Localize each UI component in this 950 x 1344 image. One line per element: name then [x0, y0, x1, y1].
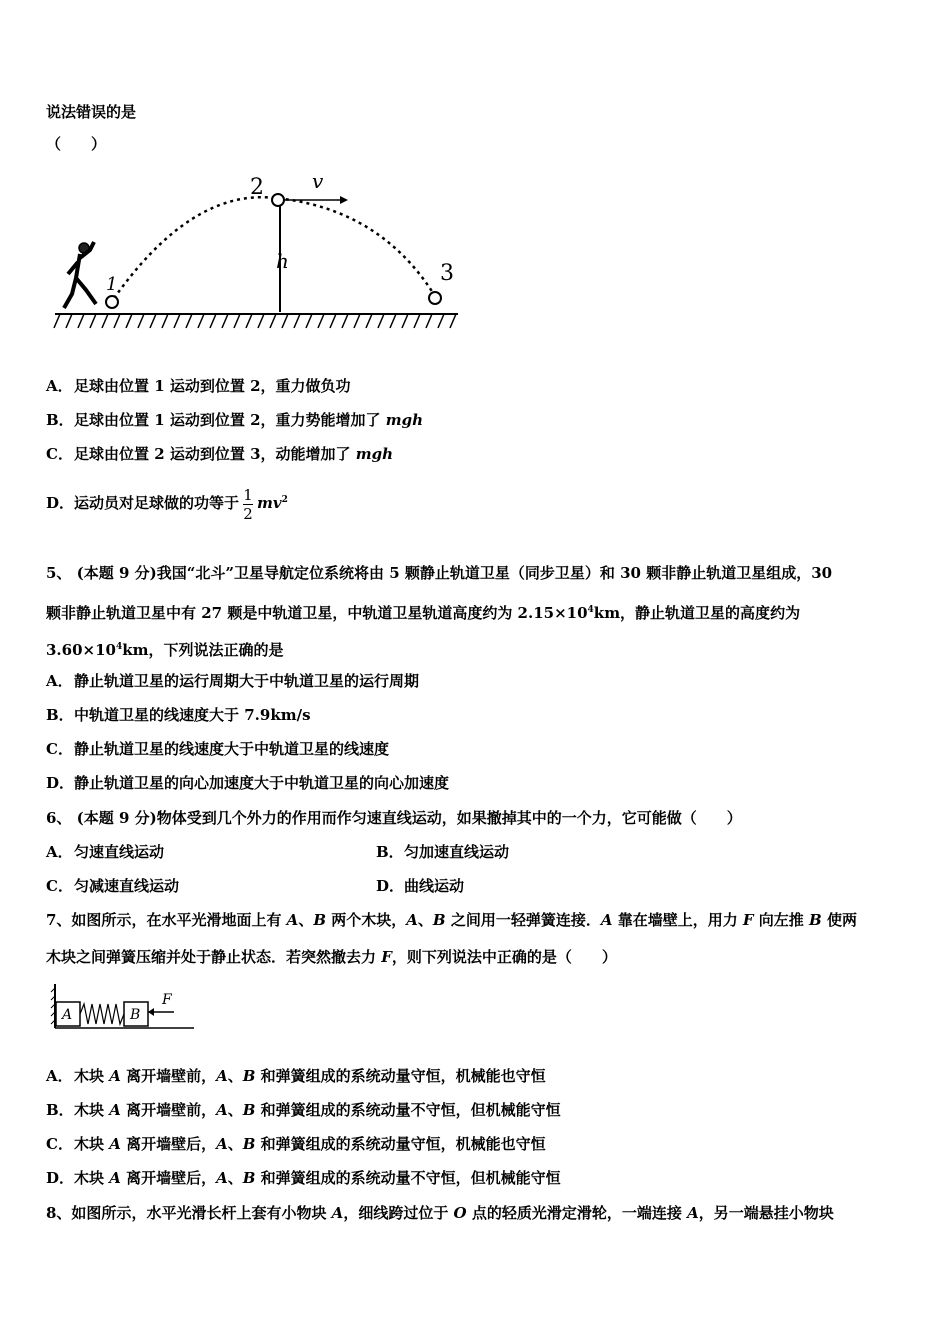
q5-line2-part1: 颗非静止轨道卫星中有 27 颗是中轨道卫星，中轨道卫星轨道高度约为 2.15×10 — [46, 604, 588, 622]
force-arrow-head — [148, 1008, 154, 1016]
text: 、 — [417, 911, 433, 929]
ball-position-2 — [272, 194, 284, 206]
text: ，则下列说法中正确的是（ ） — [391, 948, 617, 966]
option-label: A． — [46, 843, 73, 861]
option-label: D． — [46, 774, 75, 792]
projectile-figure — [50, 168, 465, 338]
q4-option-b — [46, 410, 423, 430]
q5-line2-exponent: 4 — [587, 605, 594, 615]
option-variable: mgh — [385, 411, 424, 429]
q8-stem — [46, 1203, 834, 1223]
force-label: F — [162, 992, 172, 1008]
option-text: 曲线运动 — [404, 877, 465, 895]
q5-stem-line2 — [46, 600, 800, 623]
text: 靠在墙壁上，用力 — [612, 911, 743, 929]
label-position-1: 1 — [106, 274, 118, 295]
text: 离开墙壁后， — [120, 1135, 217, 1153]
q4-option-d — [46, 482, 288, 523]
block-b-label: B — [130, 1007, 141, 1023]
var: B — [432, 911, 446, 929]
text: 两个木块， — [326, 911, 407, 929]
spring — [80, 1004, 124, 1024]
q7-option-d — [46, 1168, 561, 1188]
label-position-2: 2 — [250, 175, 264, 200]
q6-option-b — [376, 842, 509, 862]
option-label: B． — [46, 411, 74, 429]
text: 木块 — [74, 1067, 110, 1085]
option-variable: mv — [257, 494, 282, 512]
text: 之间用一轻弹簧连接． — [445, 911, 601, 929]
q5-option-c — [46, 739, 389, 759]
option-label: B． — [46, 706, 74, 724]
fraction-half — [243, 486, 253, 523]
var: A — [687, 1204, 699, 1222]
text: 8、如图所示，水平光滑长杆上套有小物块 — [46, 1204, 332, 1222]
text: 离开墙壁前， — [120, 1067, 217, 1085]
option-label: A． — [46, 377, 73, 395]
text: 和弹簧组成的系统动量守恒，机械能也守恒 — [255, 1135, 546, 1153]
q7-option-c — [46, 1134, 546, 1154]
var: A — [216, 1169, 228, 1187]
text: 、 — [227, 1169, 243, 1187]
option-label: C． — [46, 445, 73, 463]
text: 离开墙壁前， — [120, 1101, 217, 1119]
var: A — [216, 1067, 228, 1085]
option-text: 静止轨道卫星的向心加速度大于中轨道卫星的向心加速度 — [74, 774, 450, 792]
q6-option-d — [376, 876, 464, 896]
option-text: 静止轨道卫星的线速度大于中轨道卫星的线速度 — [74, 740, 390, 758]
q5-option-d — [46, 773, 449, 793]
var: A — [216, 1135, 228, 1153]
ball-position-1 — [106, 296, 118, 308]
player-figure — [64, 242, 96, 308]
var: B — [242, 1169, 256, 1187]
text: 离开墙壁后， — [120, 1169, 217, 1187]
text: 和弹簧组成的系统动量不守恒，但机械能守恒 — [255, 1169, 561, 1187]
text: 使两 — [821, 911, 857, 929]
q5-option-a — [46, 671, 419, 691]
text: ，细线跨过位于 — [343, 1204, 454, 1222]
text: 、 — [227, 1135, 243, 1153]
var: F — [742, 911, 754, 929]
option-text: 足球由位置 1 运动到位置 2，重力做负功 — [74, 377, 351, 395]
text: 、 — [227, 1067, 243, 1085]
q4-option-c — [46, 444, 393, 464]
velocity-arrow-head — [340, 196, 348, 204]
var: B — [242, 1135, 256, 1153]
q7-option-a — [46, 1066, 546, 1086]
label-position-3: 3 — [440, 261, 454, 286]
q5-stem-line1: 5、 (本题 9 分)我国“北斗”卫星导航定位系统将由 5 颗静止轨道卫星（同步卫星）和 30 颗非静止轨道卫星组成，30 — [46, 564, 833, 582]
text: 向左推 — [753, 911, 810, 929]
var: F — [381, 948, 392, 966]
q7-option-b — [46, 1100, 561, 1120]
option-text: 匀加速直线运动 — [404, 843, 510, 861]
text: 和弹簧组成的系统动量守恒，机械能也守恒 — [255, 1067, 546, 1085]
option-label: D． — [46, 494, 75, 512]
option-variable: mgh — [355, 445, 394, 463]
option-label: D． — [46, 1169, 75, 1187]
option-label: C． — [46, 877, 73, 895]
q5-option-b — [46, 705, 311, 725]
text: 木块 — [74, 1101, 110, 1119]
q5-line3-exponent: 4 — [115, 642, 123, 652]
option-text: 匀减速直线运动 — [74, 877, 180, 895]
block-a-label: A — [62, 1007, 73, 1023]
option-text: 运动员对足球做的功等于 — [74, 494, 240, 512]
text: 、 — [298, 911, 314, 929]
q5-line3-part2: km，下列说法正确的是 — [122, 641, 284, 659]
text: ，另一端悬挂小物块 — [698, 1204, 834, 1222]
var: A — [216, 1101, 228, 1119]
var: A — [600, 911, 613, 929]
trajectory-path — [110, 197, 435, 304]
var: A — [109, 1135, 121, 1153]
var: A — [331, 1204, 344, 1222]
q5-line3-part1: 3.60×10 — [46, 641, 116, 659]
var: A — [109, 1101, 121, 1119]
text: 和弹簧组成的系统动量不守恒，但机械能守恒 — [255, 1101, 561, 1119]
var: A — [109, 1067, 121, 1085]
var: B — [809, 911, 822, 929]
fraction-numerator: 1 — [243, 485, 253, 504]
option-label: B． — [376, 843, 404, 861]
q6-option-a — [46, 842, 164, 862]
text: 点的轻质光滑定滑轮，一端连接 — [466, 1204, 688, 1222]
option-text: 中轨道卫星的线速度大于 7.9km/s — [74, 706, 311, 724]
option-text: 足球由位置 2 运动到位置 3，动能增加了 — [74, 445, 356, 463]
label-height: h — [276, 249, 289, 273]
text: 木块之间弹簧压缩并处于静止状态．若突然撤去力 — [46, 948, 382, 966]
text: 木块 — [74, 1135, 110, 1153]
text: 木块 — [74, 1169, 110, 1187]
var: A — [109, 1169, 121, 1187]
option-text: 静止轨道卫星的运行周期大于中轨道卫星的运行周期 — [74, 672, 420, 690]
option-label: A． — [46, 672, 73, 690]
q7-stem-line2 — [46, 947, 617, 967]
var: B — [313, 911, 327, 929]
superscript: 2 — [281, 495, 288, 505]
ground-hatching — [54, 314, 456, 328]
var: O — [453, 1204, 467, 1222]
var: B — [242, 1067, 256, 1085]
option-text: 匀速直线运动 — [74, 843, 165, 861]
q4-option-a — [46, 376, 351, 396]
q5-stem-line3 — [46, 637, 284, 660]
q6-stem: 6、 (本题 9 分)物体受到几个外力的作用而作匀速直线运动，如果撤掉其中的一个力，它可能做（ ） — [46, 809, 742, 827]
text: 7、如图所示，在水平光滑地面上有 — [46, 911, 287, 929]
var: A — [286, 911, 299, 929]
var: A — [406, 911, 418, 929]
option-label: B． — [46, 1101, 74, 1119]
option-label: D． — [376, 877, 405, 895]
ball-position-3 — [429, 292, 441, 304]
option-label: C． — [46, 740, 73, 758]
option-label: C． — [46, 1135, 73, 1153]
question-intro-text: 说法错误的是 — [46, 103, 137, 121]
text: 、 — [227, 1101, 243, 1119]
label-velocity: v — [312, 169, 324, 193]
var: B — [242, 1101, 256, 1119]
spring-blocks-figure — [50, 982, 198, 1034]
answer-paren: （ ） — [46, 135, 107, 153]
q6-option-c — [46, 876, 179, 896]
option-text: 足球由位置 1 运动到位置 2，重力势能增加了 — [74, 411, 386, 429]
q5-line2-part2: km，静止轨道卫星的高度约为 — [593, 604, 801, 622]
fraction-denominator: 2 — [243, 504, 253, 523]
option-label: A． — [46, 1067, 73, 1085]
q7-stem-line1 — [46, 910, 857, 930]
